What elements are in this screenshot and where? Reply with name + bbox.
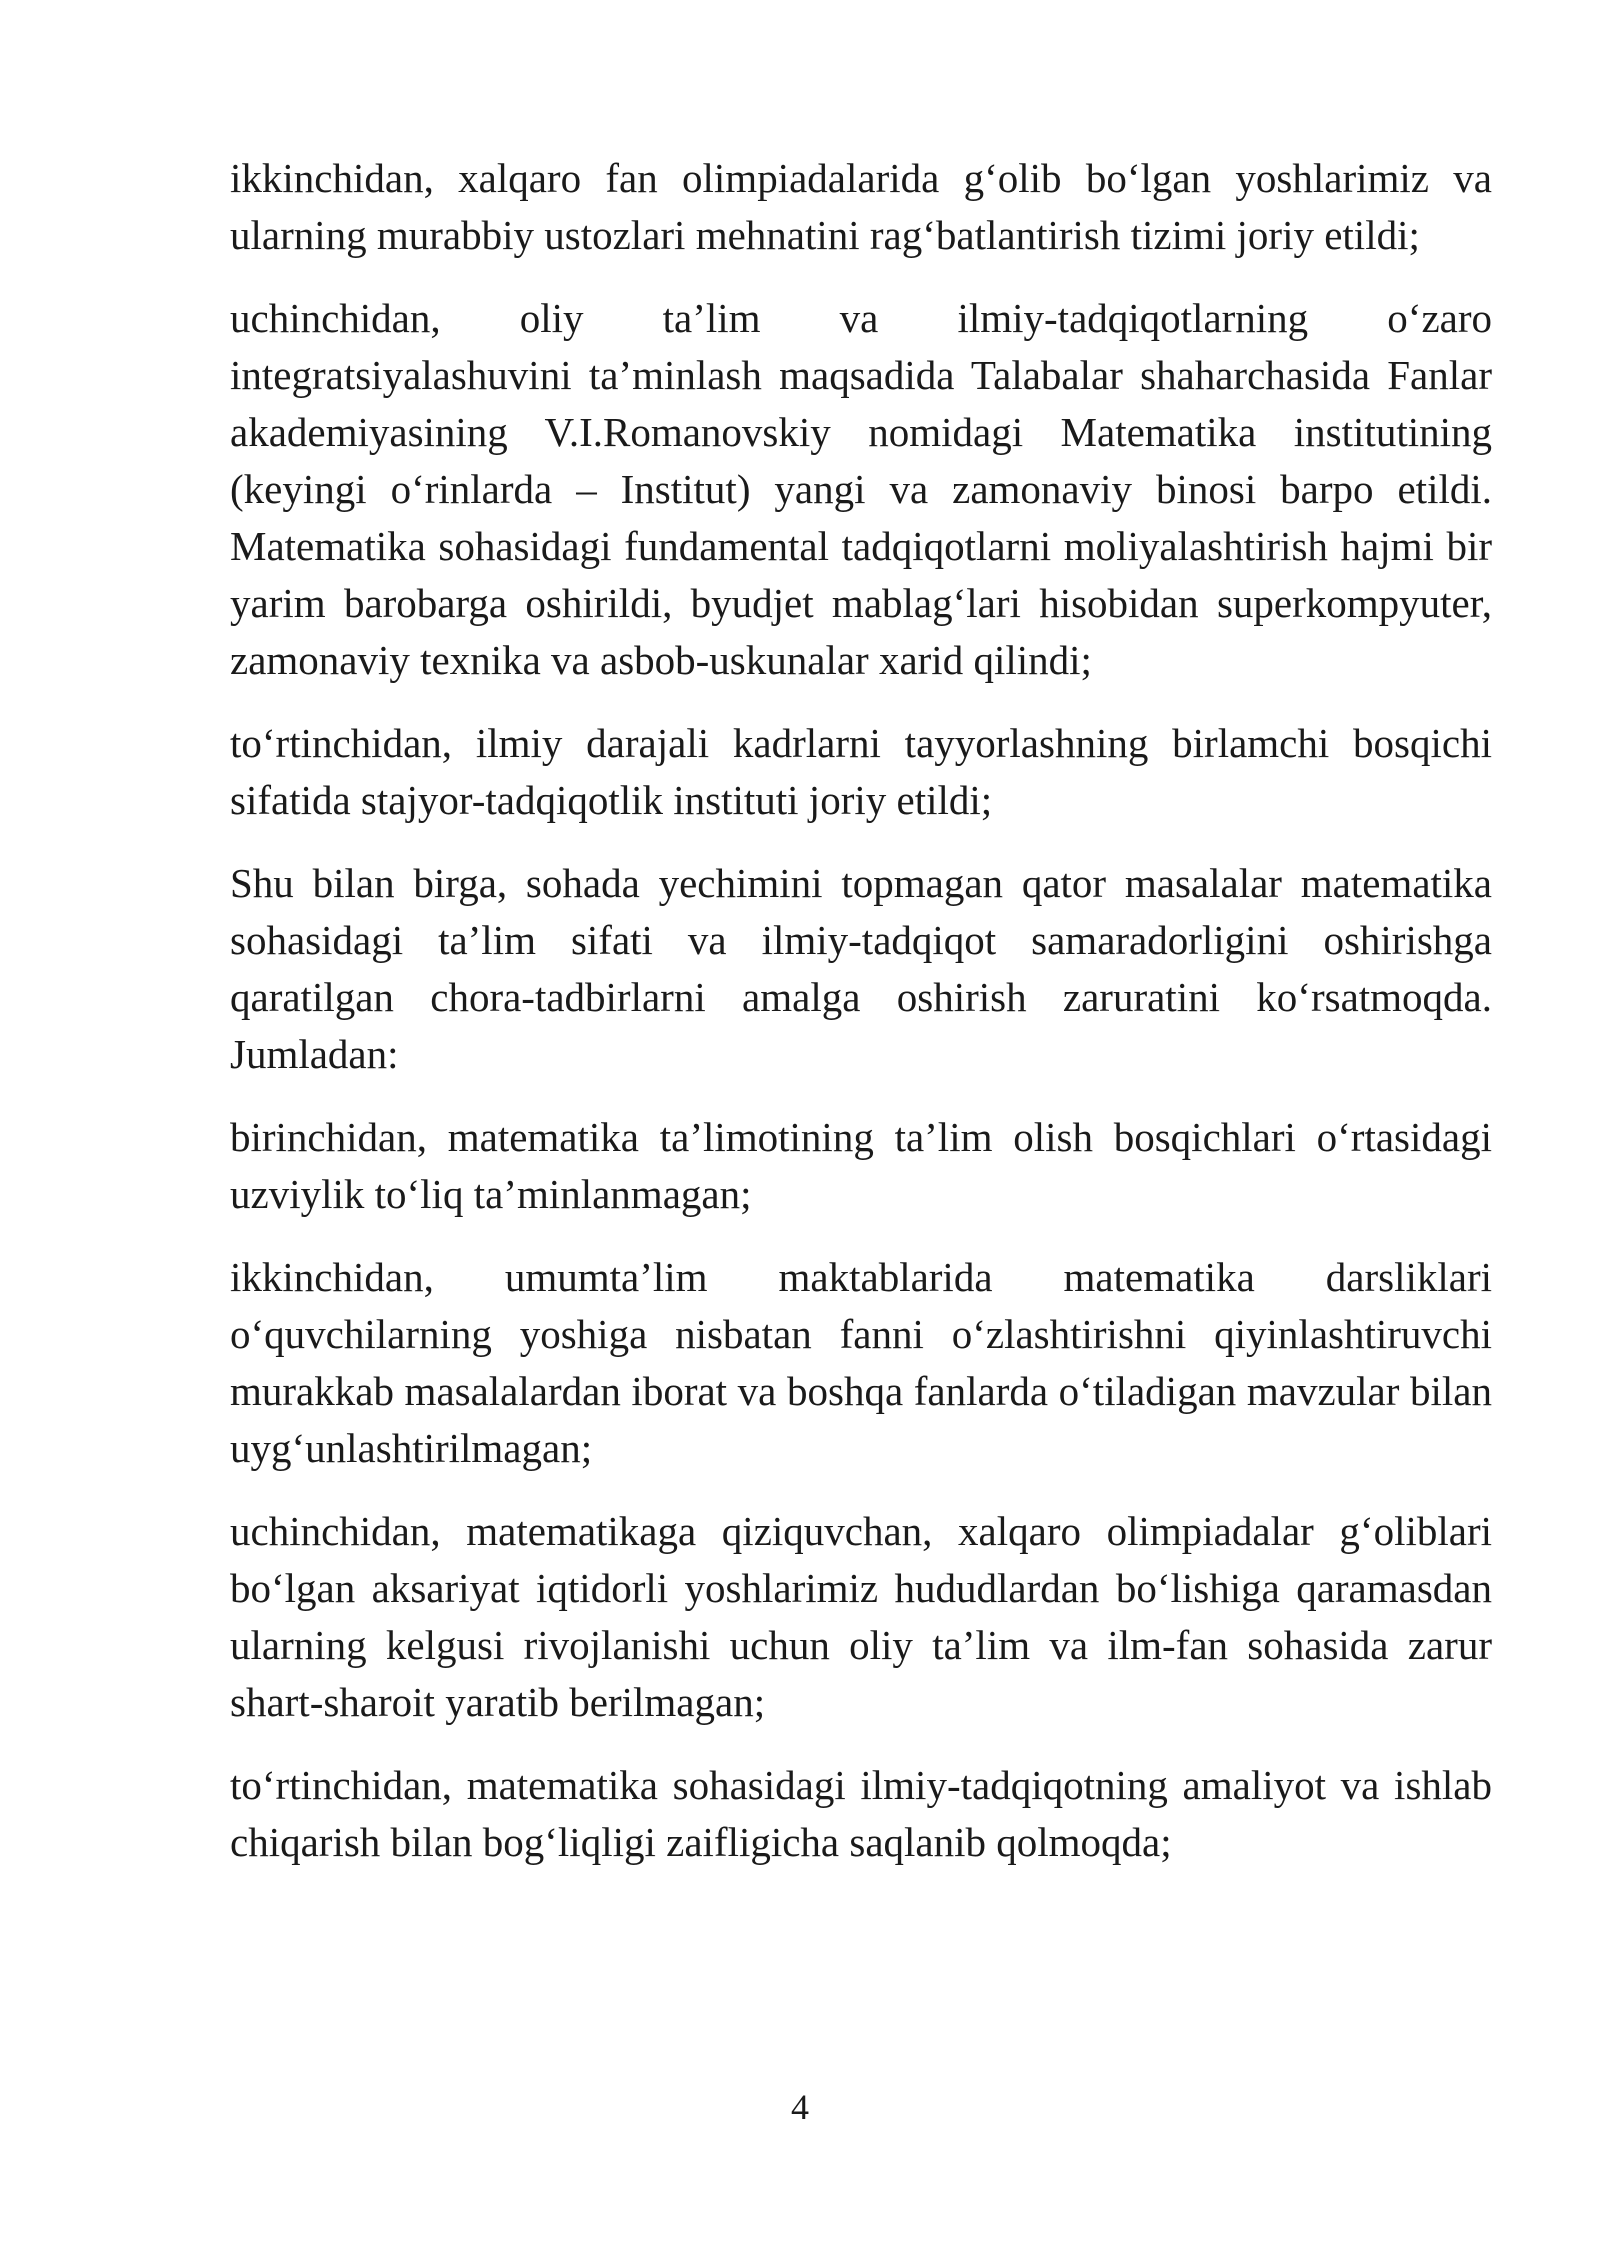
paragraph-1: ikkinchidan, xalqaro fan olimpiadalarida g‘olib bo‘lgan yoshlarimiz va ularning murabbiy ustozlari mehnatini rag‘batlantirish tizimi joriy etildi; (230, 155, 1492, 258)
paragraph-3: to‘rtinchidan, ilmiy darajali kadrlarni tayyorlashning birlamchi bosqichi sifatida stajyor-tadqiqotlik instituti joriy etildi; (230, 720, 1492, 823)
paragraph-7: uchinchidan, matematikaga qiziquvchan, xalqaro olimpiadalar g‘oliblari bo‘lgan aksariyat iqtidorli yoshlarimiz hududlardan bo‘lishiga qaramasdan ularning kelgusi rivojlanishi uchun oliy ta’lim va ilm-fan sohasida zarur shart-sharoit yaratib berilmagan; (230, 1508, 1492, 1725)
page-number: 4 (791, 2087, 809, 2127)
paragraph-4: Shu bilan birga, sohada yechimini topmagan qator masalalar matematika sohasidagi ta’lim sifati va ilmiy-tadqiqot samaradorligini oshirishga qaratilgan chora-tadbirlarni amalga oshirish zaruratini ko‘rsatmoqda. Jumladan: (230, 860, 1492, 1077)
paragraph-6: ikkinchidan, umumta’lim maktablarida matematika darsliklari o‘quvchilarning yoshiga nisbatan fanni o‘zlashtirishni qiyinlashtiruvchi murakkab masalalardan iborat va boshqa fanlarda o‘tiladigan mavzular bilan uyg‘unlashtirilmagan; (230, 1254, 1492, 1471)
paragraph-8: to‘rtinchidan, matematika sohasidagi ilmiy-tadqiqotning amaliyot va ishlab chiqarish bilan bog‘liqligi zaifligicha saqlanib qolmoqda; (230, 1762, 1492, 1865)
paragraph-5: birinchidan, matematika ta’limotining ta’lim olish bosqichlari o‘rtasidagi uzviylik to‘liq ta’minlanmagan; (230, 1114, 1492, 1217)
paragraph-2: uchinchidan, oliy ta’lim va ilmiy-tadqiqotlarning o‘zaro integratsiyalashuvini ta’minlash maqsadida Talabalar shaharchasida Fanlar akademiyasining V.I.Romanovskiy nomidagi Matematika institutining (keyingi o‘rinlarda – Institut) yangi va zamonaviy binosi barpo etildi. Matematika sohasidagi fundamental tadqiqotlarni moliyalashtirish hajmi bir yarim barobarga oshirildi, byudjet mablag‘lari hisobidan superkompyuter, zamonaviy texnika va asbob-uskunalar xarid qilindi; (230, 295, 1492, 683)
page-body (230, 150, 1492, 1897)
